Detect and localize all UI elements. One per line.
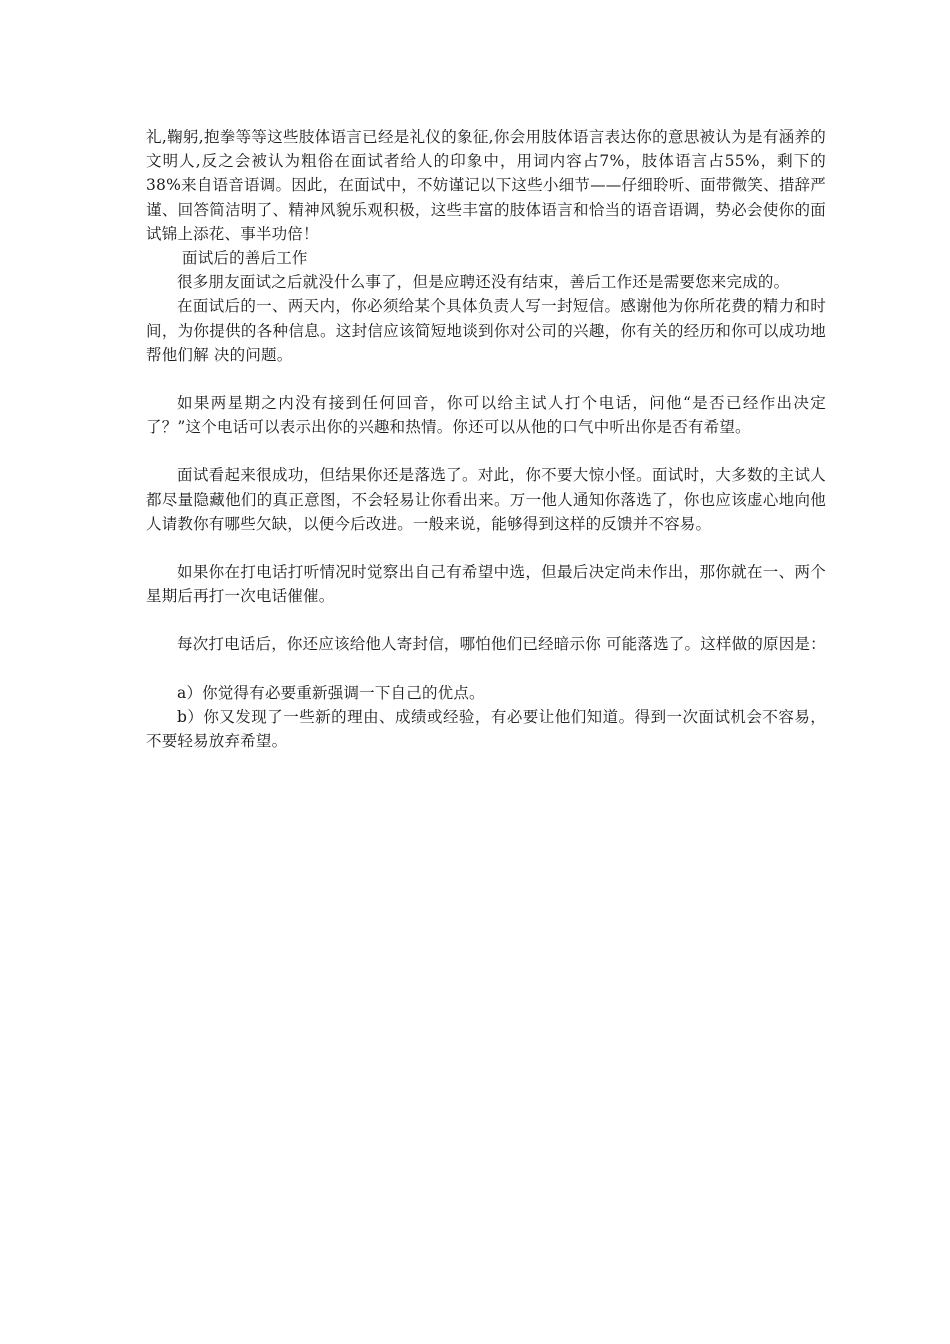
list-item-b: b）你又发现了一些新的理由、成绩或经验，有必要让他们知道。得到一次面试机会不容易，不要轻易放弃希望。 xyxy=(146,707,826,751)
document-body xyxy=(146,125,826,753)
paragraph-phone-call: 如果两星期之内没有接到任何回音，你可以给主试人打个电话，问他“是否已经作出决定了？”这个电话可以表示出你的兴趣和热情。你还可以从他的口气中听出你是否有希望。 xyxy=(146,394,826,437)
list-item-a: a）你觉得有必要重新强调一下自己的优点。 xyxy=(177,683,485,702)
section-heading: 面试后的善后工作 xyxy=(182,249,308,268)
spacer xyxy=(146,367,826,391)
paragraph-intro: 很多朋友面试之后就没什么事了，但是应聘还没有结束，善后工作还是需要您来完成的。 xyxy=(177,273,790,292)
spacer xyxy=(146,608,826,632)
spacer xyxy=(146,536,826,560)
paragraph-thank-you-letter: 在面试后的一、两天内，你必须给某个具体负责人写一封短信。感谢他为你所花费的精力和时间，为你提供的各种信息。这封信应该简短地谈到你对公司的兴趣，你有关的经历和你可以成功地帮他们解 决的问题。 xyxy=(146,297,826,364)
paragraph-send-letter: 每次打电话后，你还应该给他人寄封信，哪怕他们已经暗示你 可能落选了。这样做的原因是： xyxy=(177,635,826,654)
paragraph-rejection: 面试看起来很成功，但结果你还是落选了。对此，你不要大惊小怪。面试时，大多数的主试人都尽量隐藏他们的真正意图，不会轻易让你看出来。万一他人通知你落选了，你也应该虚心地向他人请教你有哪些欠缺，以便今后改进。一般来说，能够得到这样的反馈并不容易。 xyxy=(146,466,826,533)
spacer xyxy=(146,439,826,463)
paragraph-body-language: 礼,鞠躬,抱拳等等这些肢体语言已经是礼仪的象征,你会用肢体语言表达你的意思被认为是有涵养的文明人,反之会被认为粗俗在面试者给人的印象中，用词内容占7%，肢体语言占55%，剩下的38%来自语音语调。因此，在面试中，不妨谨记以下这些小细节——仔细聆听、面带微笑、措辞严谨、回答简洁明了、精神风貌乐观积极，这些丰富的肢体语言和恰当的语音语调，势必会使你的面试锦上添花、事半功倍！ xyxy=(146,128,826,243)
spacer xyxy=(146,657,826,681)
paragraph-follow-up: 如果你在打电话打听情况时觉察出自己有希望中选，但最后决定尚未作出，那你就在一、两个星期后再打一次电话催催。 xyxy=(146,563,826,606)
